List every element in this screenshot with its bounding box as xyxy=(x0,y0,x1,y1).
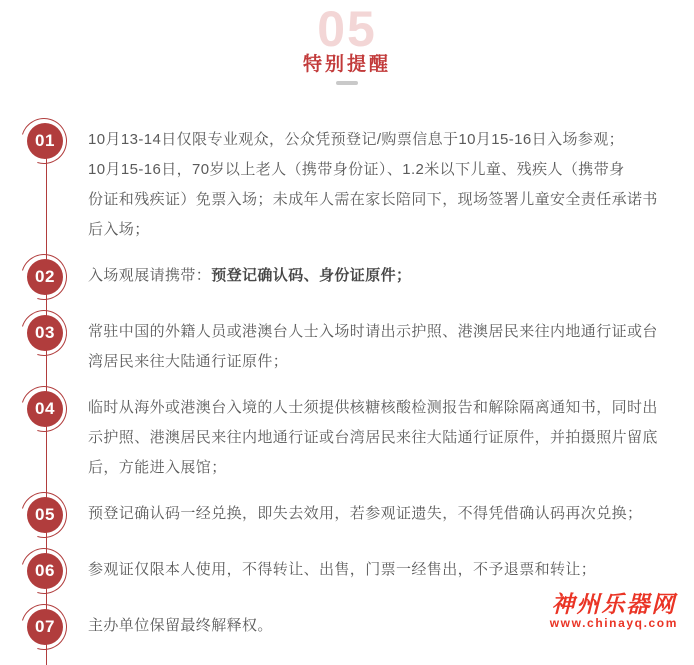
timeline-item-03 xyxy=(0,317,694,377)
item-text xyxy=(88,125,664,245)
item-text-prefix: 入场观展请携带： xyxy=(88,267,212,284)
timeline-item-02 xyxy=(0,261,694,301)
title-divider xyxy=(336,81,358,85)
item-text-line: 10月15-16日，70岁以上老人（携带身份证）、1.2米以下儿童、残疾人（携带身 xyxy=(88,161,625,178)
item-text-line: 临时从海外或港澳台入境的人士须提供核糖核酸检测报告和解除隔离通知书，同时出 xyxy=(88,399,658,416)
item-text xyxy=(88,393,664,483)
item-number-badge: 06 xyxy=(27,553,63,589)
site-watermark xyxy=(550,593,678,630)
item-text-line: 后入场； xyxy=(88,221,150,238)
item-text xyxy=(88,261,664,291)
item-number-badge: 02 xyxy=(27,259,63,295)
timeline-marker xyxy=(27,123,63,159)
item-text xyxy=(88,499,664,529)
item-number-badge: 04 xyxy=(27,391,63,427)
item-text-line: 常驻中国的外籍人员或港澳台人士入场时请出示护照、港澳居民来往内地通行证或台 xyxy=(88,323,658,340)
item-number-badge: 05 xyxy=(27,497,63,533)
item-text xyxy=(88,555,664,585)
timeline-marker xyxy=(27,609,63,645)
item-text-line: 份证和残疾证）免票入场；未成年人需在家长陪同下，现场签署儿童安全责任承诺书 xyxy=(88,191,658,208)
timeline-item-05 xyxy=(0,499,694,539)
timeline-item-06 xyxy=(0,555,694,595)
item-number-badge: 03 xyxy=(27,315,63,351)
watermark-url: www.chinayq.com xyxy=(549,616,678,630)
timeline-marker xyxy=(27,497,63,533)
timeline-item-01 xyxy=(0,125,694,245)
timeline-marker xyxy=(27,391,63,427)
item-text-line: 预登记确认码一经兑换，即失去效用，若参观证遗失，不得凭借确认码再次兑换； xyxy=(88,505,643,522)
item-text-line xyxy=(88,261,664,291)
item-text-line: 参观证仅限本人使用，不得转让、出售，门票一经售出，不予退票和转让； xyxy=(88,561,597,578)
item-number-badge: 01 xyxy=(27,123,63,159)
timeline-marker xyxy=(27,553,63,589)
item-text-emphasis: 预登记确认码、身份证原件； xyxy=(211,267,412,284)
item-number-badge: 07 xyxy=(27,609,63,645)
item-text-line: 10月13-14日仅限专业观众，公众凭预登记/购票信息于10月15-16日入场参观； xyxy=(88,131,625,148)
section-number: 05 xyxy=(317,1,377,57)
timeline-marker xyxy=(27,259,63,295)
item-text-line: 示护照、港澳居民来往内地通行证或台湾居民来往大陆通行证原件，并拍摄照片留底 xyxy=(88,429,658,446)
watermark-brand: 神州乐器网 xyxy=(551,591,677,618)
item-text-line: 湾居民来往大陆通行证原件； xyxy=(88,353,289,370)
page-title: 特别提醒 xyxy=(302,54,391,75)
item-text-line: 后，方能进入展馆； xyxy=(88,459,227,476)
timeline-item-04 xyxy=(0,393,694,483)
reminder-timeline xyxy=(0,125,694,651)
item-text xyxy=(88,317,664,377)
timeline-marker xyxy=(27,315,63,351)
item-text-line: 主办单位保留最终解释权。 xyxy=(88,617,273,634)
